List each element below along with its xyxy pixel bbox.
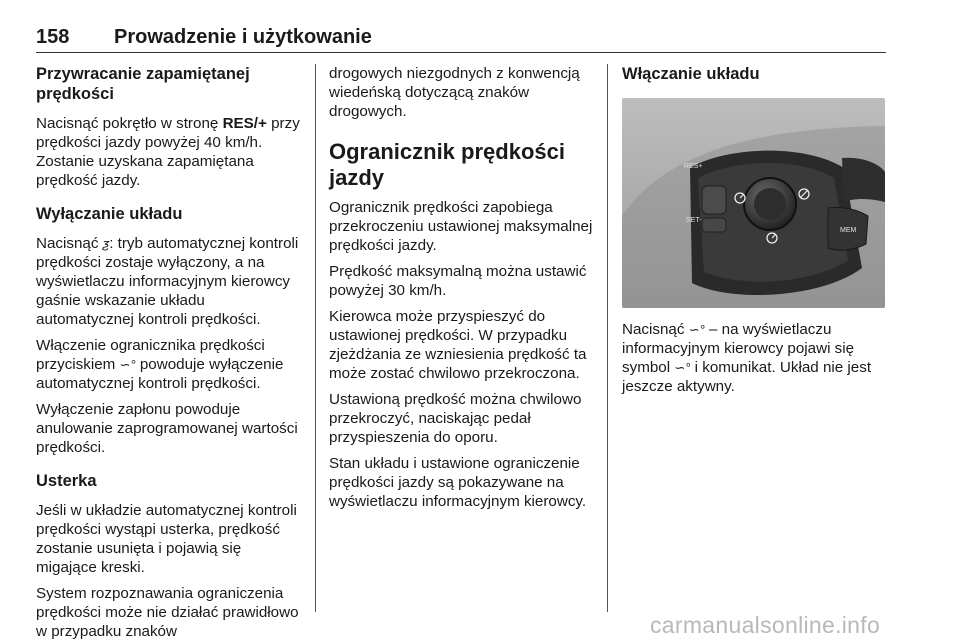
steering-wheel-controls-image	[622, 98, 885, 308]
set-minus-label: SET-	[686, 217, 702, 224]
paragraph: System rozpoznawania ograniczenia prędkości może nie działać prawidłowo w przypadku znaków	[36, 585, 299, 640]
cruise-off-icon: ƺ	[102, 236, 110, 251]
heading-switch-on: Włączanie układu	[622, 65, 760, 83]
column-3	[622, 64, 890, 396]
speed-limiter-icon: ∽°	[674, 360, 691, 375]
speed-limiter-icon: ∽°	[119, 357, 136, 372]
paragraph: Wyłączenie zapłonu powoduje anulowanie zaprogramowanej wartości prędkości.	[36, 401, 298, 456]
paragraph: drogowych niezgodnych z konwencją wiedeńską dotyczącą znaków drogowych.	[329, 65, 580, 120]
header-rule	[36, 52, 886, 53]
heading-restore-speed: Przywracanie zapamiętanej prędkości	[36, 65, 250, 103]
column-2	[329, 64, 597, 511]
heading-switch-off: Wyłączanie układu	[36, 205, 183, 223]
speed-limiter-icon: ∽°	[688, 322, 705, 337]
column-divider	[315, 64, 316, 612]
column-divider	[607, 64, 608, 612]
page-title: Prowadzenie i użytkowanie	[114, 26, 372, 48]
paragraph: Kierowca może przyspieszyć do ustawionej prędkości. W przypadku zjeżdżania ze wzniesienia prędkość ta może zostać chwilowo przekroczona.	[329, 308, 587, 382]
paragraph: Stan układu i ustawione ograniczenie prędkości jazdy są pokazywane na wyświetlaczu informacyjnym kierowcy.	[329, 455, 587, 510]
heading-speed-limiter: Ogranicznik prędkości jazdy	[329, 139, 565, 190]
column-1	[36, 64, 301, 641]
heading-fault: Usterka	[36, 472, 97, 490]
paragraph: Nacisnąć pokrętło w stronę RES/+ przy prędkości jazdy powyżej 40 km/h. Zostanie uzyskana zapamiętana prędkość jazdy.	[36, 115, 300, 189]
paragraph: Włączenie ogranicznika prędkości przyciskiem ∽° powoduje wyłączenie automatycznej kontroli prędkości.	[36, 337, 284, 392]
res-plus-label: RES+	[684, 163, 703, 170]
paragraph: Prędkość maksymalną można ustawić powyżej 30 km/h.	[329, 263, 587, 299]
paragraph: Ustawioną prędkość można chwilowo przekroczyć, naciskając pedał przyspieszenia do oporu.	[329, 391, 582, 446]
paragraph: Nacisnąć ƺ: tryb automatycznej kontroli prędkości zostaje wyłączony, a na wyświetlaczu informacyjnym kierowcy gaśnie wskazanie układu automatycznej kontroli prędkości.	[36, 235, 299, 328]
res-label: RES/+	[222, 115, 267, 132]
paragraph: Nacisnąć ∽° – na wyświetlaczu informacyjnym kierowcy pojawi się symbol ∽° i komunikat. Układ nie jest jeszcze aktywny.	[622, 321, 872, 395]
paragraph: Jeśli w układzie automatycznej kontroli prędkości wystąpi usterka, prędkość zostanie usunięta i pojawią się migające kreski.	[36, 502, 297, 576]
page-header	[36, 26, 886, 52]
page-number: 158	[36, 26, 70, 48]
paragraph: Ogranicznik prędkości zapobiega przekroczeniu ustawionej maksymalnej prędkości jazdy.	[329, 199, 593, 254]
watermark: carmanualsonline.info	[650, 612, 881, 638]
mem-label: MEM	[840, 227, 857, 234]
